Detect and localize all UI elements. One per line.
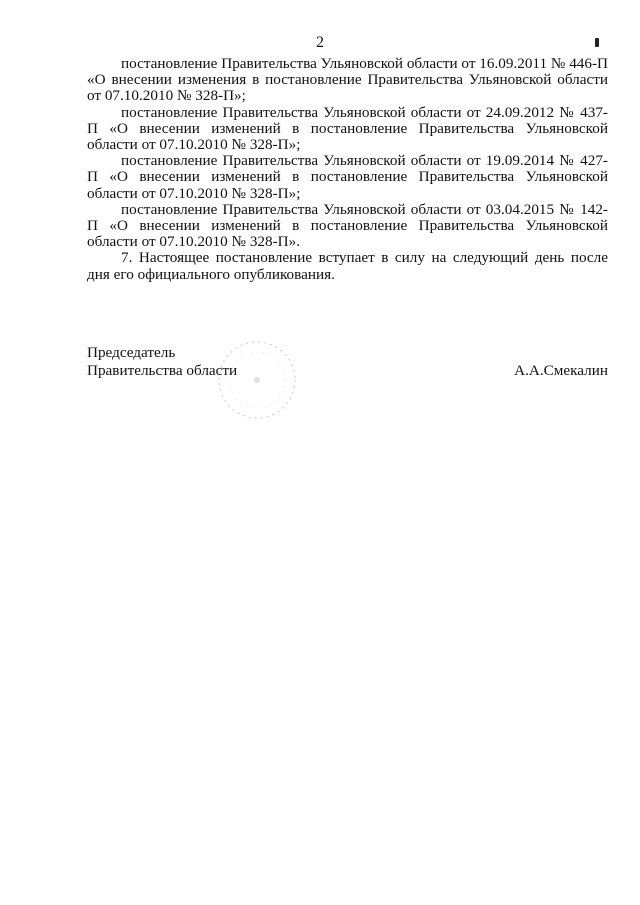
paragraph-resolution-2015: постановление Правительства Ульяновской области от 03.04.2015 № 142-П «О внесении изменений в постановление Правительства Ульяновской области от 07.10.2010 № 328-П». xyxy=(87,200,608,251)
corner-mark xyxy=(595,38,599,47)
signatory-title-line-2: Правительства области xyxy=(87,362,238,379)
signature-block xyxy=(87,344,608,380)
paragraph-resolution-2014: постановление Правительства Ульяновской области от 19.09.2014 № 427-П «О внесении изменений в постановление Правительства Ульяновской области от 07.10.2010 № 328-П»; xyxy=(87,152,608,202)
paragraph-resolution-2011: постановление Правительства Ульяновской области от 16.09.2011 № 446-П «О внесении изменения в постановление Правительства Ульяновской области от 07.10.2010 № 328-П»; xyxy=(87,55,608,105)
signatory-title-line-1: Председатель xyxy=(87,344,176,361)
document-body xyxy=(87,56,608,283)
page-number: 2 xyxy=(316,34,324,51)
paragraph-resolution-2012: постановление Правительства Ульяновской области от 24.09.2012 № 437-П «О внесении изменений в постановление Правительства Ульяновской области от 07.10.2010 № 328-П»; xyxy=(87,103,608,154)
signatory-name: А.А.Смекалин xyxy=(514,362,608,379)
paragraph-effective-date: 7. Настоящее постановление вступает в силу на следующий день после дня его официального опубликования. xyxy=(87,249,608,283)
